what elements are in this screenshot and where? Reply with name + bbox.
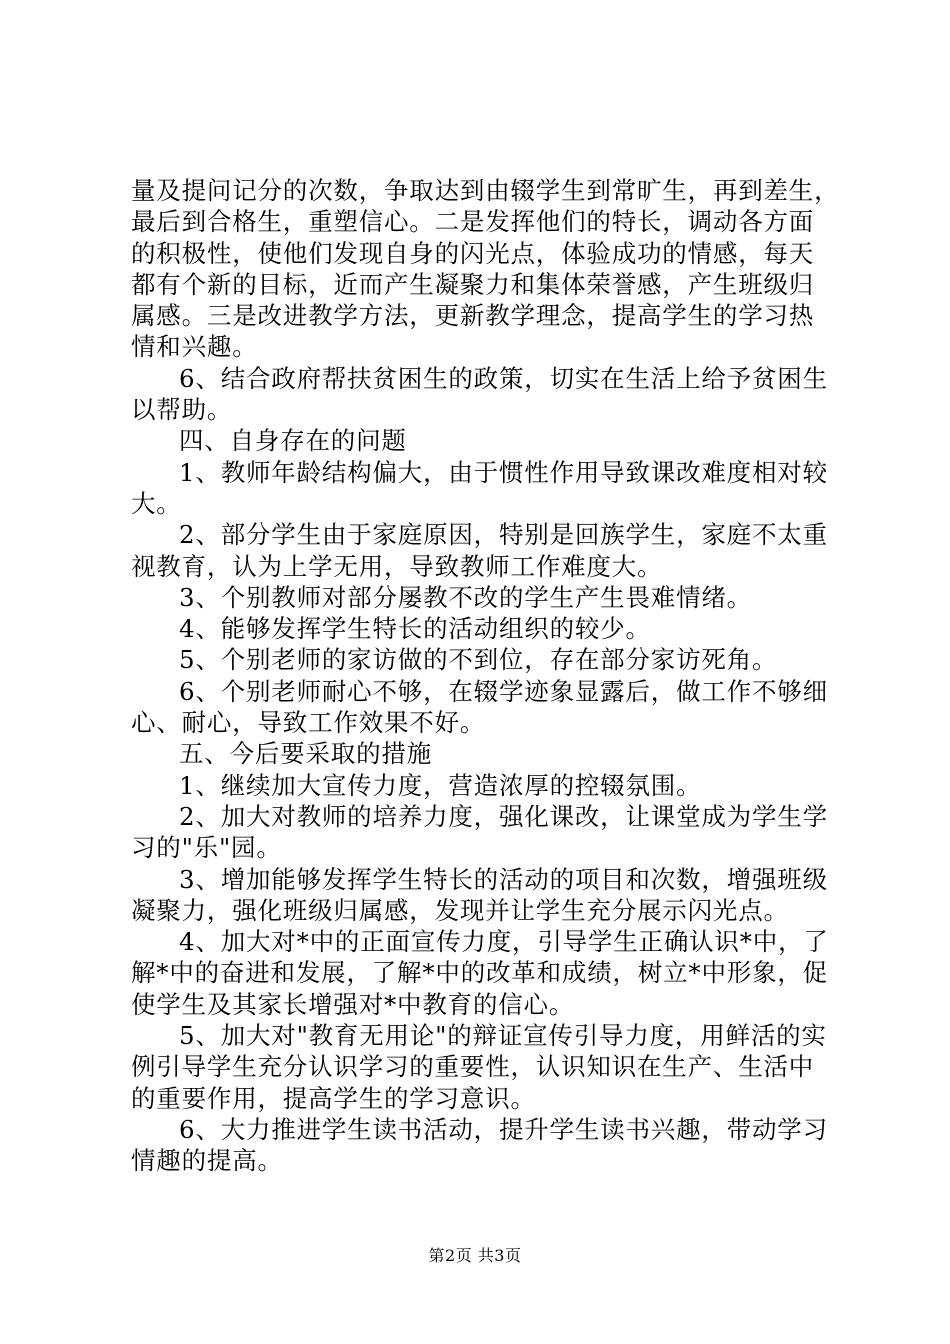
- paragraph-line: 的重要作用，提高学生的学习意识。: [131, 1083, 536, 1113]
- paragraph-line: 情和兴趣。: [131, 332, 258, 362]
- paragraph-line: 1、教师年龄结构偏大，由于惯性作用导致课改难度相对较: [179, 457, 828, 487]
- paragraph-line: 量及提问记分的次数，争取达到由辍学生到常旷生，再到差生，: [131, 176, 840, 205]
- paragraph-line: 5、个别老师的家访做的不到位，存在部分家访死角。: [179, 645, 778, 675]
- paragraph-line: 的积极性，使他们发现自身的闪光点，体验成功的情感，每天: [131, 238, 815, 268]
- paragraph-line: 以帮助。: [131, 395, 233, 425]
- document-body: [131, 175, 840, 1177]
- paragraph-line: 6、大力推进学生读书活动，提升学生读书兴趣，带动学习: [179, 1114, 828, 1144]
- paragraph-line: 解*中的奋进和发展，了解*中的改革和成绩，树立*中形象，促: [131, 958, 828, 988]
- paragraph-line: 例引导学生充分认识学习的重要性，认识知识在生产、生活中: [131, 1052, 815, 1082]
- paragraph-line: 3、增加能够发挥学生特长的活动的项目和次数，增强班级: [179, 864, 828, 894]
- paragraph-line: 情趣的提高。: [131, 1146, 283, 1176]
- paragraph-line: 都有个新的目标，近而产生凝聚力和集体荣誉感，产生班级归: [131, 269, 815, 299]
- paragraph-line: 最后到合格生，重塑信心。二是发挥他们的特长，调动各方面: [131, 207, 815, 237]
- paragraph-line: 5、加大对"教育无用论"的辩证宣传引导力度，用鲜活的实: [179, 1021, 827, 1051]
- paragraph-line: 4、加大对*中的正面宣传力度，引导学生正确认识*中，了: [179, 927, 829, 957]
- paragraph-line: 属感。三是改进教学方法，更新教学理念，提高学生的学习热: [131, 301, 815, 331]
- page-number: 第2页 共3页: [428, 1246, 522, 1265]
- page-footer: [0, 1246, 950, 1266]
- paragraph-line: 3、个别教师对部分屡教不改的学生产生畏难情绪。: [179, 582, 752, 612]
- paragraph-line: 凝聚力，强化班级归属感，发现并让学生充分展示闪光点。: [131, 895, 789, 925]
- paragraph-line: 6、个别老师耐心不够，在辍学迹象显露后，做工作不够细: [179, 676, 828, 706]
- paragraph-line: 大。: [131, 488, 182, 518]
- paragraph-line: 视教育，认为上学无用，导致教师工作难度大。: [131, 551, 663, 581]
- paragraph-line: 2、加大对教师的培养力度，强化课改，让课堂成为学生学: [179, 801, 828, 831]
- paragraph-line: 6、结合政府帮扶贫困生的政策，切实在生活上给予贫困生: [179, 363, 828, 393]
- paragraph-line: 心、耐心，导致工作效果不好。: [131, 708, 486, 738]
- paragraph-line: 习的"乐"园。: [131, 833, 282, 863]
- paragraph-line: 使学生及其家长增强对*中教育的信心。: [131, 989, 575, 1019]
- paragraph-line: 1、继续加大宣传力度，营造浓厚的控辍氛围。: [179, 770, 702, 800]
- paragraph-line: 2、部分学生由于家庭原因，特别是回族学生，家庭不太重: [179, 520, 828, 550]
- paragraph-line: 4、能够发挥学生特长的活动组织的较少。: [179, 614, 651, 644]
- section-heading: 四、自身存在的问题: [179, 426, 407, 456]
- section-heading: 五、今后要采取的措施: [179, 739, 432, 769]
